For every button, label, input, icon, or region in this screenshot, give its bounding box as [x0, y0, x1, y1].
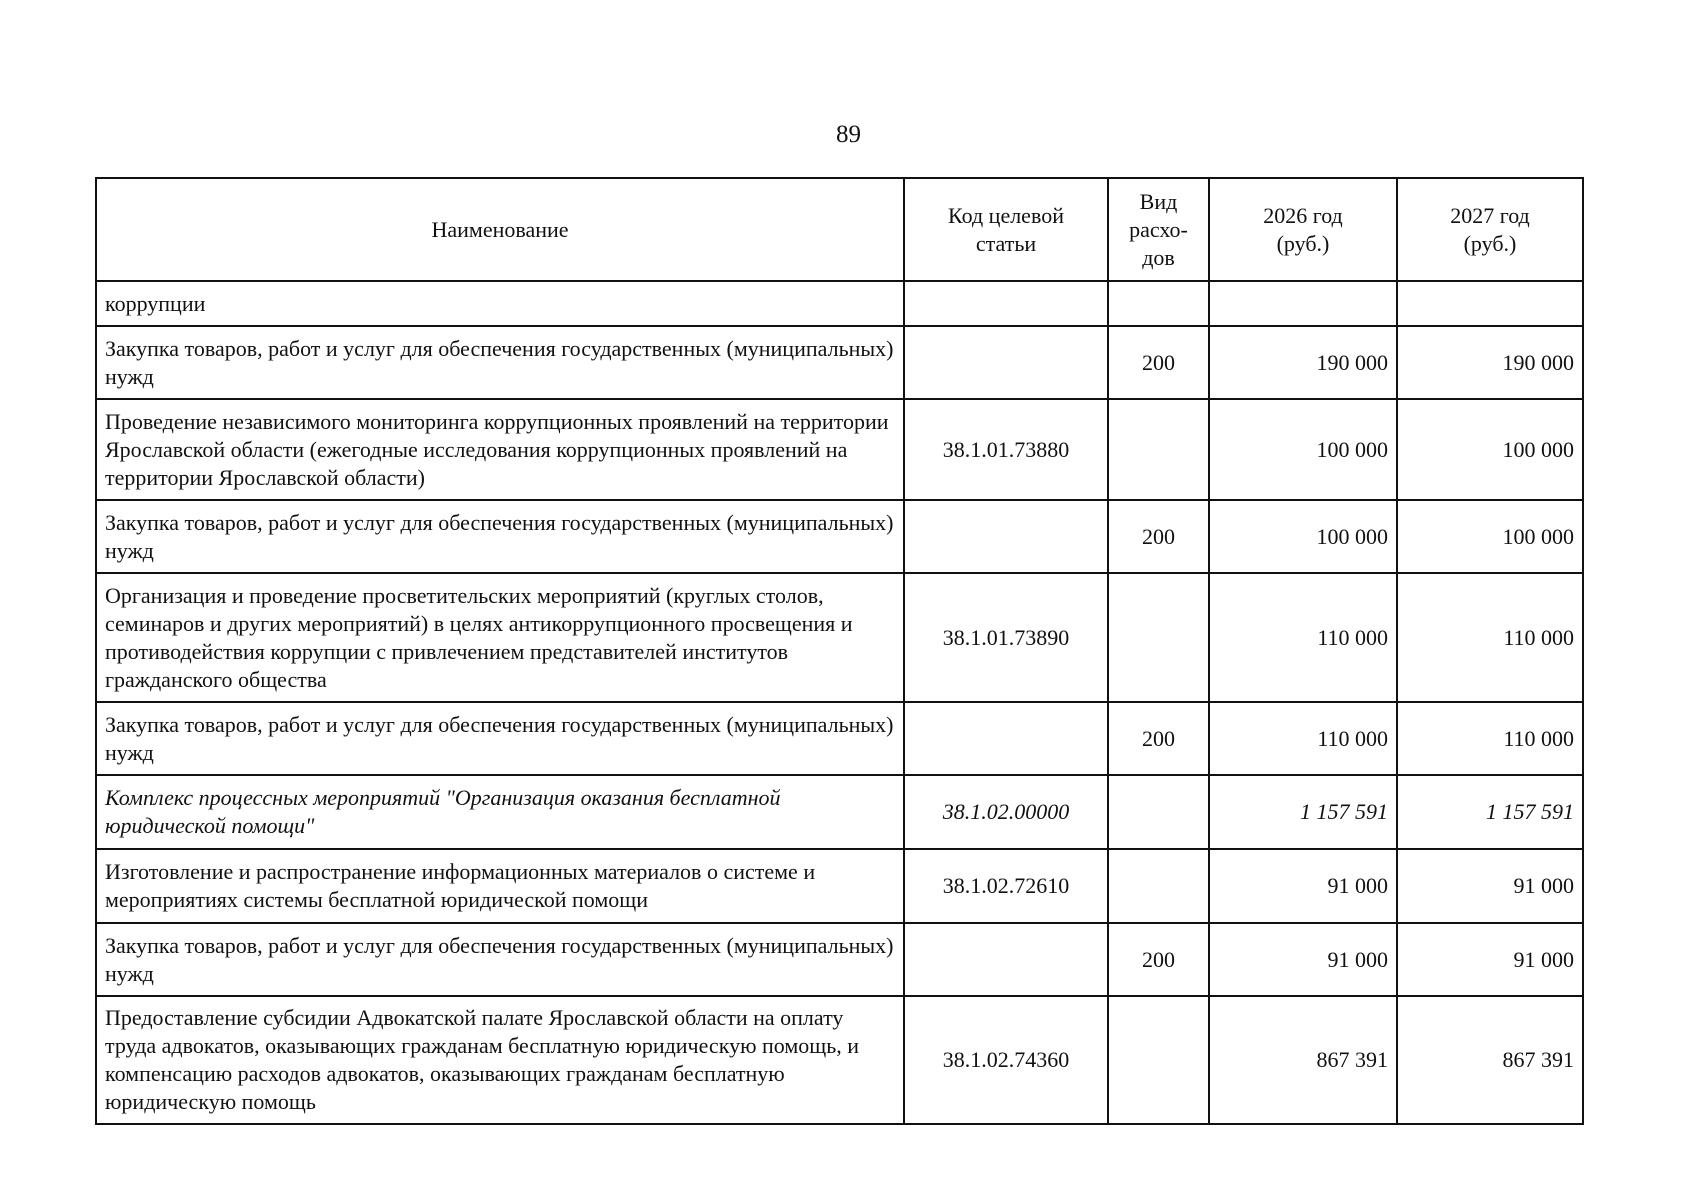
table-row — [96, 281, 1583, 326]
page-number: 89 — [836, 121, 861, 148]
table-row — [96, 849, 1583, 923]
row-code: 38.1.02.72610 — [904, 849, 1108, 923]
row-2027: 867 391 — [1397, 996, 1583, 1124]
row-2026: 100 000 — [1209, 500, 1397, 573]
row-2026: 91 000 — [1209, 849, 1397, 923]
row-2027 — [1397, 281, 1583, 326]
row-name: Организация и проведение просветительских мероприятий (круглых столов, семинаров и других мероприятий) в целях антикоррупционного просвещения и противодействия коррупции с привлечением представителей институтов гражданского общества — [96, 573, 904, 702]
row-name: коррупции — [96, 281, 904, 326]
header-name: Наименование — [96, 178, 904, 281]
row-code — [904, 923, 1108, 996]
table-row — [96, 573, 1583, 702]
row-kind: 200 — [1108, 326, 1209, 399]
row-2026: 110 000 — [1209, 702, 1397, 775]
table-row — [96, 702, 1583, 775]
table-row — [96, 996, 1583, 1124]
row-2027: 100 000 — [1397, 500, 1583, 573]
row-name: Комплекс процессных мероприятий "Организация оказания бесплатной юридической помощи" — [96, 775, 904, 849]
row-name: Проведение независимого мониторинга коррупционных проявлений на территории Ярославской области (ежегодные исследования коррупционных проявлений на территории Ярославской области) — [96, 399, 904, 500]
header-code: Код целевой статьи — [904, 178, 1108, 281]
table-row — [96, 500, 1583, 573]
row-2027: 100 000 — [1397, 399, 1583, 500]
row-kind: 200 — [1108, 923, 1209, 996]
row-2026: 1 157 591 — [1209, 775, 1397, 849]
row-kind — [1108, 996, 1209, 1124]
row-code: 38.1.01.73890 — [904, 573, 1108, 702]
row-2027: 110 000 — [1397, 702, 1583, 775]
header-2026: 2026 год (руб.) — [1209, 178, 1397, 281]
row-code: 38.1.02.74360 — [904, 996, 1108, 1124]
row-kind — [1108, 281, 1209, 326]
table-row — [96, 775, 1583, 849]
row-2027: 190 000 — [1397, 326, 1583, 399]
row-name: Закупка товаров, работ и услуг для обеспечения государственных (муниципальных) нужд — [96, 326, 904, 399]
row-kind: 200 — [1108, 500, 1209, 573]
row-name: Предоставление субсидии Адвокатской палате Ярославской области на оплату труда адвокатов, оказывающих гражданам бесплатную юридическую помощь, и компенсацию расходов адвокатов, оказывающих гражданам бесплатную юридическую помощь — [96, 996, 904, 1124]
row-code — [904, 500, 1108, 573]
row-2027: 1 157 591 — [1397, 775, 1583, 849]
row-code — [904, 281, 1108, 326]
row-2026 — [1209, 281, 1397, 326]
row-code: 38.1.01.73880 — [904, 399, 1108, 500]
row-2027: 110 000 — [1397, 573, 1583, 702]
table-row — [96, 923, 1583, 996]
header-kind: Вид расхо-дов — [1108, 178, 1209, 281]
row-name: Закупка товаров, работ и услуг для обеспечения государственных (муниципальных) нужд — [96, 702, 904, 775]
table-row — [96, 326, 1583, 399]
row-2026: 100 000 — [1209, 399, 1397, 500]
row-2026: 91 000 — [1209, 923, 1397, 996]
row-kind — [1108, 573, 1209, 702]
row-name: Закупка товаров, работ и услуг для обеспечения государственных (муниципальных) нужд — [96, 500, 904, 573]
row-kind — [1108, 849, 1209, 923]
table-row — [96, 399, 1583, 500]
row-kind — [1108, 775, 1209, 849]
header-2027: 2027 год (руб.) — [1397, 178, 1583, 281]
table-header-row — [96, 178, 1583, 281]
row-kind: 200 — [1108, 702, 1209, 775]
row-2027: 91 000 — [1397, 849, 1583, 923]
row-2026: 190 000 — [1209, 326, 1397, 399]
row-code — [904, 326, 1108, 399]
budget-table — [95, 177, 1584, 1125]
row-kind — [1108, 399, 1209, 500]
row-code: 38.1.02.00000 — [904, 775, 1108, 849]
row-2026: 867 391 — [1209, 996, 1397, 1124]
row-code — [904, 702, 1108, 775]
row-name: Изготовление и распространение информационных материалов о системе и мероприятиях системы бесплатной юридической помощи — [96, 849, 904, 923]
row-name: Закупка товаров, работ и услуг для обеспечения государственных (муниципальных) нужд — [96, 923, 904, 996]
row-2026: 110 000 — [1209, 573, 1397, 702]
row-2027: 91 000 — [1397, 923, 1583, 996]
